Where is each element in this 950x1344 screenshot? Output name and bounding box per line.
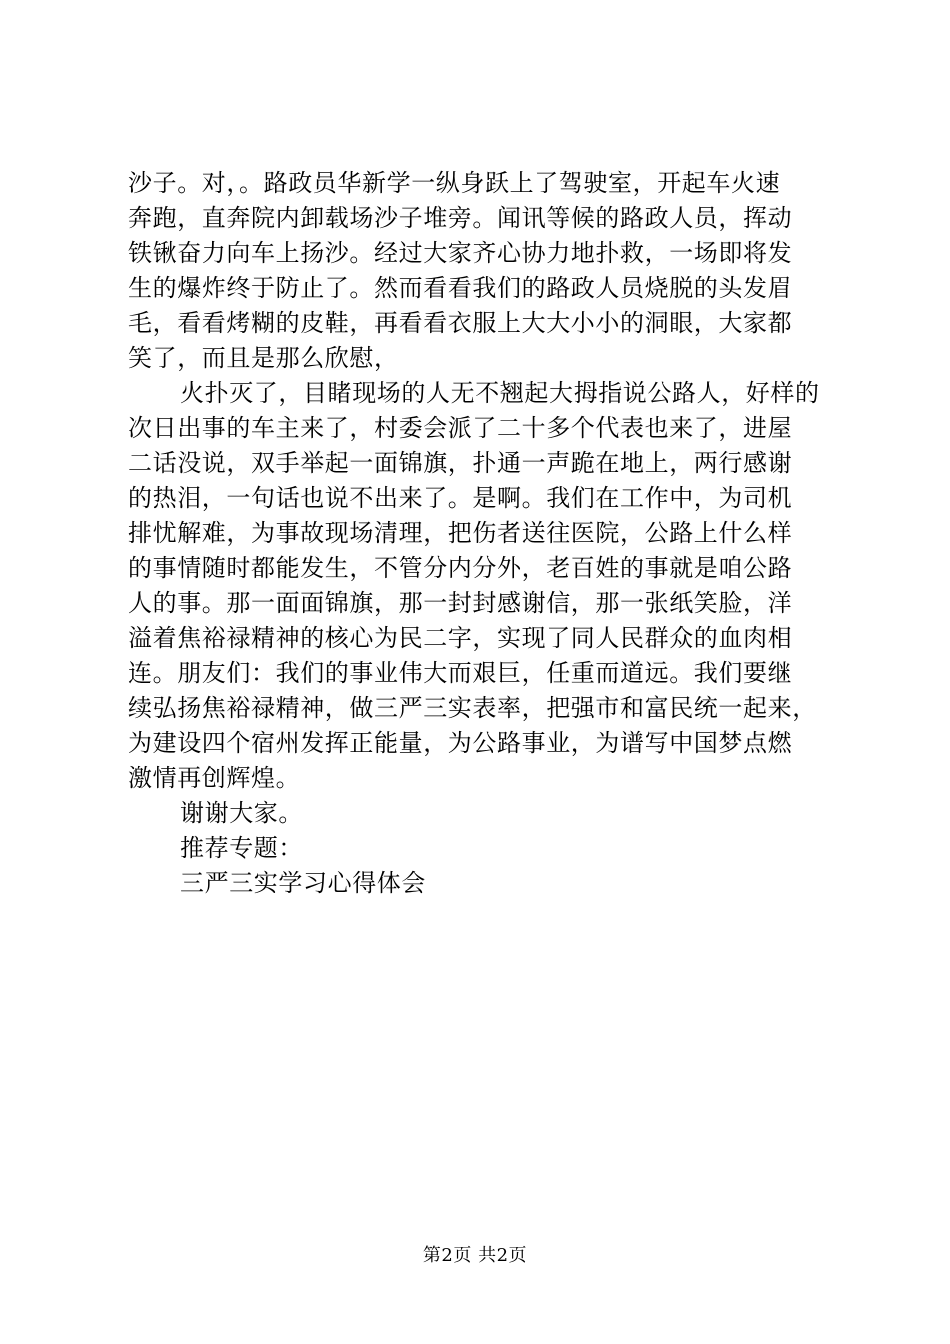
text-line: 二话没说，双手举起一面锦旗，扑通一声跪在地上，两行感谢 [128,449,793,477]
text-line: 续弘扬焦裕禄精神，做三严三实表率，把强市和富民统一起来， [128,694,817,722]
text-line: 激情再创辉煌。 [128,764,301,792]
text-line: 沙子。对，。路政员华新学一纵身跃上了驾驶室，开起车火速 [128,169,781,197]
text-line: 人的事。那一面面锦旗，那一封封感谢信，那一张纸笑脸，洋 [128,589,793,617]
text-line: 的事情随时都能发生，不管分内分外，老百姓的事就是咱公路 [128,554,793,582]
text-line: 奔跑，直奔院内卸载场沙子堆旁。闻讯等候的路政人员，挥动 [128,204,793,232]
recommend-label: 推荐专题： [180,834,303,862]
text-line: 生的爆炸终于防止了。然而看看我们的路政人员烧脱的头发眉 [128,274,793,302]
thanks-line: 谢谢大家。 [180,799,303,827]
text-line: 溢着焦裕禄精神的核心为民二字，实现了同人民群众的血肉相 [128,624,793,652]
text-line: 的热泪，一句话也说不出来了。是啊。我们在工作中，为司机 [128,484,793,512]
recommend-topic-link[interactable]: 三严三实学习心得体会 [180,869,426,897]
text-line: 笑了，而且是那么欣慰， [128,344,399,372]
paragraph-2 [128,376,828,796]
text-line: 连。朋友们：我们的事业伟大而艰巨，任重而道远。我们要继 [128,659,793,687]
paragraph-1 [128,166,828,376]
text-line: 排忧解难，为事故现场清理，把伤者送往医院，公路上什么样 [128,519,793,547]
text-line: 为建设四个宿州发挥正能量，为公路事业，为谱写中国梦点燃 [128,729,793,757]
text-line: 次日出事的车主来了，村委会派了二十多个代表也来了，进屋 [128,414,793,442]
text-line: 铁锹奋力向车上扬沙。经过大家齐心协力地扑救，一场即将发 [128,239,793,267]
page-number-footer: 第2页 共2页 [422,1245,528,1266]
document-body [128,166,828,901]
text-line: 毛，看看烤糊的皮鞋，再看看衣服上大大小小的洞眼，大家都 [128,309,793,337]
text-line: 火扑灭了，目睹现场的人无不翘起大拇指说公路人，好样的 [180,379,820,407]
